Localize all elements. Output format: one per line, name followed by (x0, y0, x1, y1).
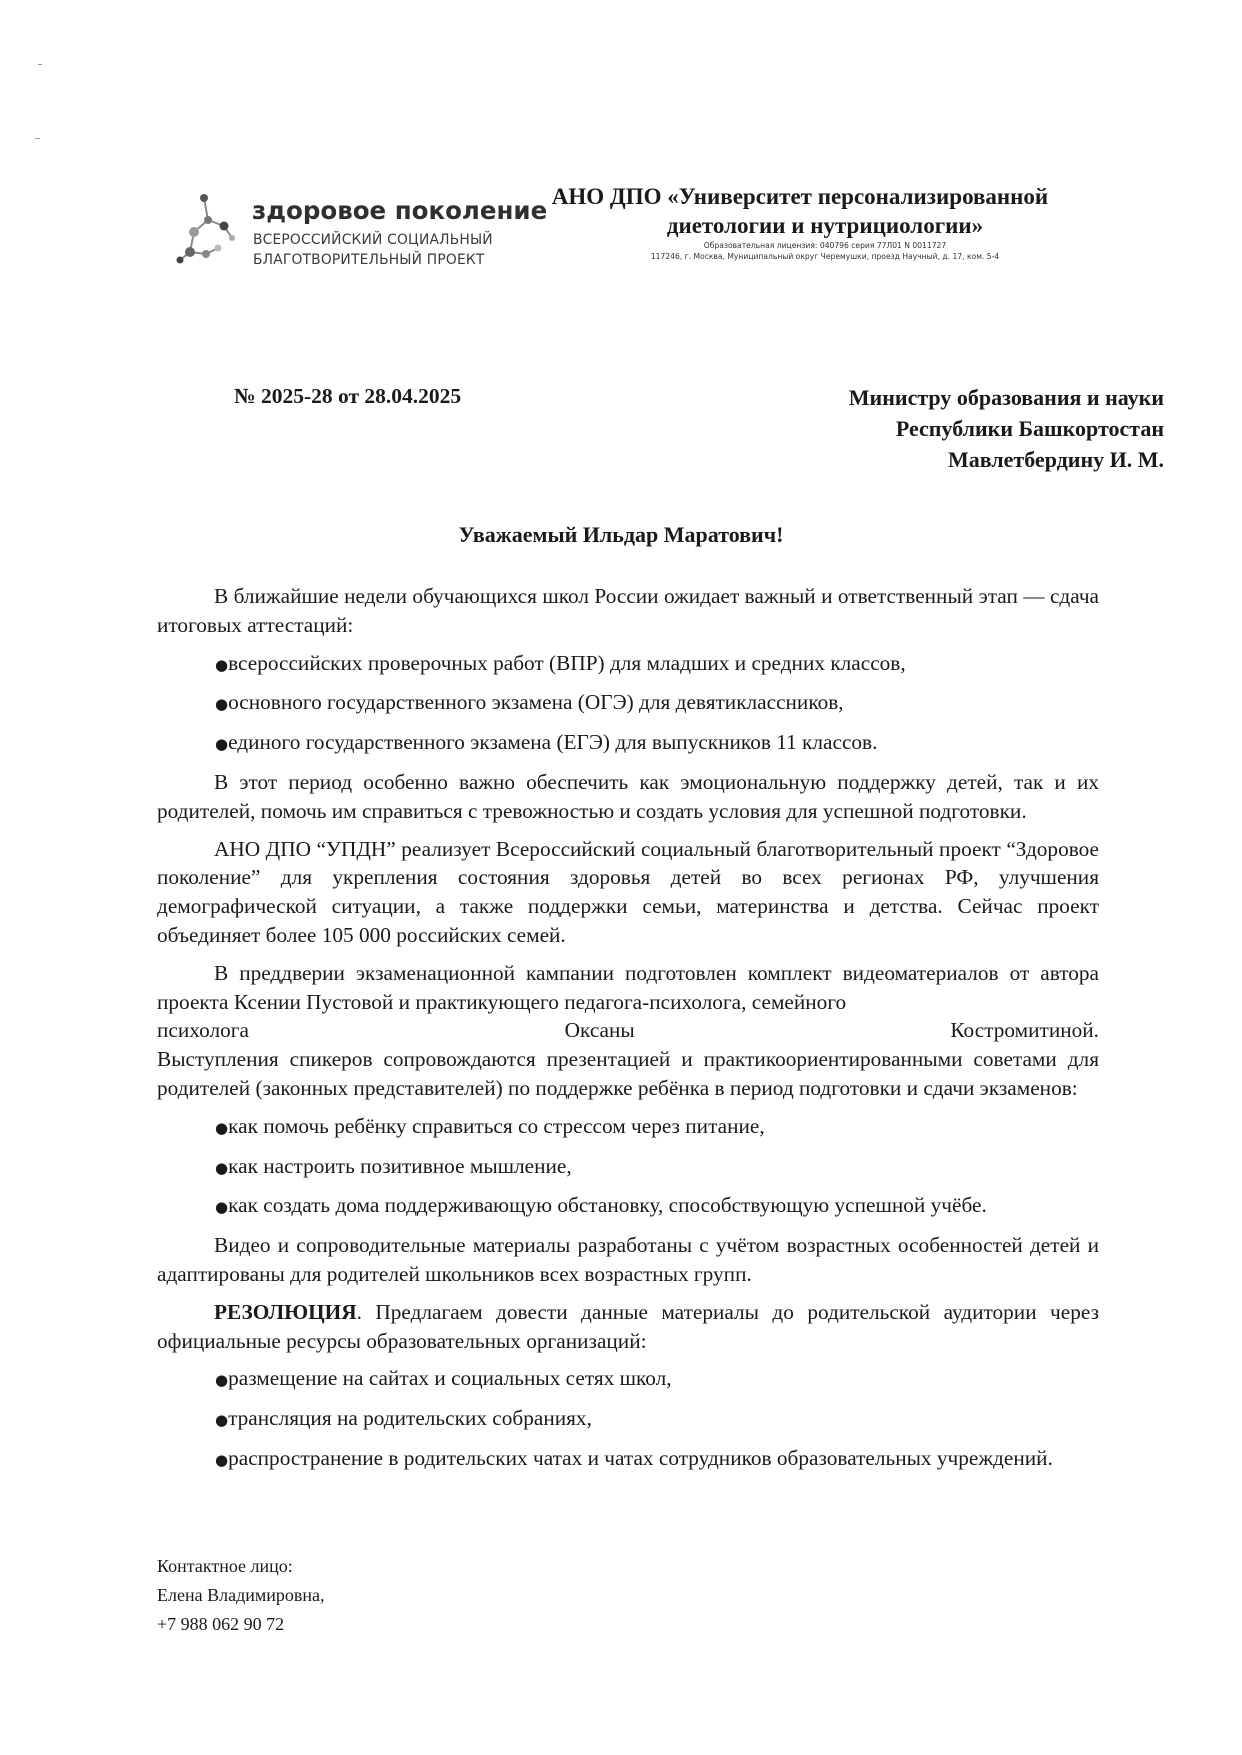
bullet-icon: ● (215, 1411, 229, 1430)
contact-name: Елена Владимировна, (157, 1585, 325, 1605)
list-item (157, 1364, 1099, 1395)
contact-label: Контактное лицо: (157, 1556, 293, 1576)
addressee (849, 382, 1164, 475)
list-item-text: размещение на сайтах и социальных сетях школ, (228, 1366, 672, 1391)
list-item-text: единого государственного экзамена (ЕГЭ) для выпускников 11 классов. (228, 730, 878, 755)
list-item (157, 1191, 1099, 1222)
list-item (157, 728, 1099, 759)
bullet-icon: ● (215, 695, 229, 714)
molecule-icon (172, 190, 244, 270)
bullet-icon: ● (215, 1371, 229, 1390)
list-item-text: как помочь ребёнку справиться со стрессом через питание, (228, 1113, 765, 1138)
bullet-icon: ● (215, 1450, 229, 1469)
bullet-icon: ● (215, 1198, 229, 1217)
list-item-text: как настроить позитивное мышление, (228, 1153, 572, 1178)
org-name: диетологии и нутрициологии» (666, 213, 984, 238)
bullet-icon: ● (215, 1158, 229, 1177)
list-item-text: основного государственного экзамена (ОГЭ) для девятиклассников, (228, 690, 844, 715)
list-item (157, 1152, 1099, 1183)
resolution-paragraph (157, 1298, 1099, 1356)
addressee-line: Министру образования и науки (848, 385, 1164, 410)
paragraph-line: психолога Оксаны Костромитиной. (157, 1018, 1099, 1043)
greeting: Уважаемый Ильдар Маратович! (458, 522, 784, 547)
contact-phone: +7 988 062 90 72 (157, 1614, 285, 1634)
logo-subtitle: БЛАГОТВОРИТЕЛЬНЫЙ ПРОЕКТ (253, 252, 485, 268)
list-item (157, 1112, 1099, 1143)
addressee-line: Мавлетбердину И. М. (947, 447, 1164, 472)
paragraph: АНО ДПО “УПДН” реализует Всероссийский социальный благотворительный проект “Здоровое поколение” для укрепления состояния здоровья детей во всех регионах РФ, улучшения демографической ситуации, а также поддержки семьи, материнства и детства. Сейчас проект объединяет более 105 000 российских семей. (157, 836, 1099, 947)
paragraph: Выступления спикеров сопровождаются презентацией и практикоориентированными советами для родителей (законных представителей) по поддержке ребёнка в период подготовки и сдачи экзаменов: (157, 1047, 1099, 1100)
bullet-icon: ● (215, 655, 229, 674)
org-license: Образовательная лицензия: 040796 серия 77Л01 N 0011727 (703, 241, 947, 250)
list-item-text: как создать дома поддерживающую обстановку, способствующую успешной учёбе. (228, 1193, 987, 1218)
org-address: 117246, г. Москва, Муниципальный округ Черемушки, проезд Научный, д. 17, ком. 5-4 (650, 252, 1000, 261)
bullet-icon: ● (215, 1118, 229, 1137)
bullet-icon: ● (215, 735, 229, 754)
scan-mark (38, 64, 42, 65)
resolution-label: РЕЗОЛЮЦИЯ (214, 1299, 357, 1324)
logo-title: здоровое поколение (252, 196, 548, 225)
organization-header (520, 182, 1080, 262)
contact-block (157, 1552, 325, 1639)
list-item-text: распространение в родительских чатах и чатах сотрудников образовательных учреждений. (228, 1445, 1053, 1470)
paragraph: В ближайшие недели обучающихся школ России ожидает важный и ответственный этап — сдача итоговых аттестаций: (157, 584, 1099, 637)
list-item (157, 688, 1099, 719)
letter-body (157, 582, 1099, 1475)
list-item (157, 1404, 1099, 1435)
paragraph: В преддверии экзаменационной кампании подготовлен комплект видеоматериалов от автора проекта Ксении Пустовой и практикующего педагога-психолога, семейного (157, 960, 1099, 1014)
paragraph: В этот период особенно важно обеспечить как эмоциональную поддержку детей, так и их родителей, помочь им справиться с тревожностью и создать условия для успешной подготовки. (157, 769, 1099, 823)
letter-number: № 2025-28 от 28.04.2025 (234, 384, 462, 408)
list-item (157, 1444, 1099, 1475)
org-name: АНО ДПО «Университет персонализированной (551, 184, 1049, 209)
project-logo (172, 190, 548, 275)
paragraph: Видео и сопроводительные материалы разработаны с учётом возрастных особенностей детей и адаптированы для родителей школьников всех возрастных групп. (157, 1233, 1099, 1286)
list-item (157, 649, 1099, 680)
scan-mark (35, 138, 40, 139)
list-item-text: трансляция на родительских собраниях, (228, 1406, 592, 1431)
logo-subtitle: ВСЕРОССИЙСКИЙ СОЦИАЛЬНЫЙ (253, 232, 493, 248)
list-item-text: всероссийских проверочных работ (ВПР) для младших и средних классов, (228, 650, 906, 675)
resolution-text: . Предлагаем довести данные материалы до родительской аудитории через официальные ресурсы образовательных организаций: (157, 1299, 1099, 1353)
addressee-line: Республики Башкортостан (895, 416, 1164, 441)
